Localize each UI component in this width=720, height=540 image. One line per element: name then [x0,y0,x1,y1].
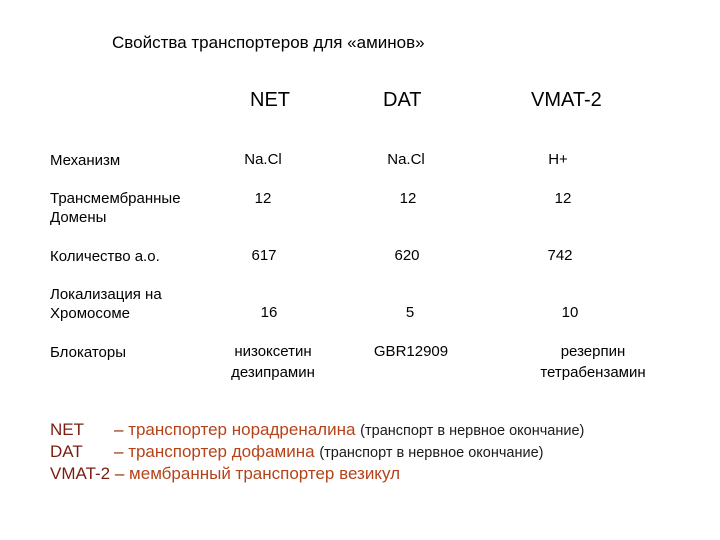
legend-description: транспортер норадреналина [128,420,361,439]
row-label-transmembrane-domains [50,189,181,227]
legend-line-dat [50,442,544,462]
blocker-name: резерпин [560,343,626,360]
cell-chromosome-dat: 5 [405,304,415,321]
row-label-mechanism: Механизм [50,152,121,169]
legend-note: (транспорт в нервное окончание) [319,445,544,461]
legend-line-vmat2 [50,464,400,484]
legend-abbr: NET [50,420,84,439]
legend-line-net [50,420,584,440]
column-header-net: NET [250,89,290,111]
legend-abbr: DAT [50,442,83,461]
legend-abbr: VMAT-2 [50,464,111,483]
blocker-name: дезипрамин [231,364,315,381]
legend-note: (транспорт в нервное окончание) [360,423,585,439]
legend-description: мембранный транспортер везикул [129,464,400,483]
legend-dash: – [114,442,129,461]
column-header-dat: DAT [383,89,422,111]
row-label-amino-acid-count: Количество а.о. [50,248,160,265]
row-label-chromosome-location [50,285,162,323]
column-header-vmat2: VMAT-2 [531,89,602,111]
row-label-blockers: Блокаторы [50,344,127,361]
legend-dash: – [110,464,130,483]
cell-aa-net: 617 [251,247,277,264]
cell-aa-dat: 620 [394,247,420,264]
row-label-line: Трансмембранные [50,190,181,207]
legend-description: транспортер дофамина [128,442,320,461]
cell-chromosome-net: 16 [260,304,278,321]
blocker-name: низоксетин [234,343,312,360]
blocker-name: тетрабензамин [540,364,646,381]
row-label-line: Локализация на [50,286,162,303]
cell-domains-vmat2: 12 [554,190,572,207]
cell-domains-net: 12 [254,190,272,207]
page-title: Свойства транспортеров для «аминов» [112,33,425,52]
cell-mechanism-net: Na.Cl [244,151,282,168]
cell-mechanism-vmat2: H+ [548,151,568,168]
row-label-line: Хромосоме [50,305,131,322]
cell-blockers-vmat2 [526,341,660,383]
cell-blockers-net [218,341,328,383]
cell-chromosome-vmat2: 10 [561,304,579,321]
row-label-line: Домены [50,209,107,226]
cell-mechanism-dat: Na.Cl [387,151,425,168]
cell-domains-dat: 12 [399,190,417,207]
cell-blockers-dat: GBR12909 [373,343,449,360]
cell-aa-vmat2: 742 [547,247,573,264]
legend-dash: – [114,420,129,439]
